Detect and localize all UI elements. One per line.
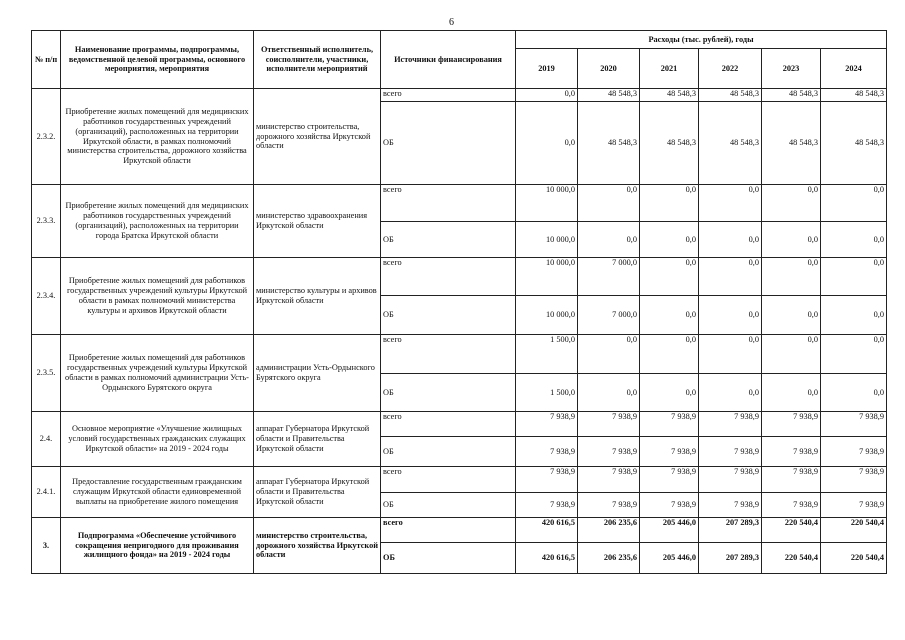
row-value: 0,0 [640, 185, 699, 222]
header-source: Источники финансирования [381, 31, 516, 89]
row-source: ОБ [381, 374, 516, 412]
row-value: 220 540,4 [762, 543, 821, 574]
row-value: 7 938,9 [516, 412, 578, 437]
table-row [32, 335, 887, 374]
row-value: 0,0 [578, 374, 640, 412]
row-source: ОБ [381, 543, 516, 574]
row-value: 7 000,0 [578, 258, 640, 296]
row-value: 220 540,4 [821, 543, 887, 574]
row-number: 2.3.3. [32, 185, 61, 258]
table-row [32, 185, 887, 222]
row-value: 0,0 [762, 296, 821, 335]
table-header [32, 31, 887, 89]
row-value: 0,0 [640, 258, 699, 296]
row-value: 48 548,3 [640, 102, 699, 185]
table-row [32, 467, 887, 493]
row-source: ОБ [381, 493, 516, 518]
row-executor: министерство культуры и архивов Иркутской области [254, 258, 381, 335]
header-year: 2023 [762, 49, 821, 89]
row-value: 0,0 [578, 185, 640, 222]
row-value: 7 938,9 [578, 437, 640, 467]
row-value: 1 500,0 [516, 374, 578, 412]
row-value: 205 446,0 [640, 543, 699, 574]
row-source: ОБ [381, 296, 516, 335]
row-value: 207 289,3 [699, 518, 762, 543]
row-name: Приобретение жилых помещений для медицинских работников государственных учреждений (организаций), расположенных на территории Иркутской области, в рамках полномочий министерства строительства, дорожного хозяйства Иркутской области [61, 89, 254, 185]
row-value: 0,0 [762, 185, 821, 222]
row-value: 7 938,9 [821, 493, 887, 518]
row-value: 7 938,9 [516, 437, 578, 467]
row-number: 2.3.5. [32, 335, 61, 412]
row-value: 48 548,3 [578, 89, 640, 102]
row-value: 7 938,9 [821, 412, 887, 437]
row-executor: министерство строительства, дорожного хозяйства Иркутской области [254, 518, 381, 574]
table-body [32, 89, 887, 574]
row-value: 206 235,6 [578, 518, 640, 543]
row-value: 0,0 [640, 296, 699, 335]
row-name: Основное мероприятие «Улучшение жилищных условий государственных гражданских служащих Иркутской области» на 2019 - 2024 годы [61, 412, 254, 467]
row-value: 7 938,9 [640, 467, 699, 493]
row-value: 0,0 [821, 335, 887, 374]
row-value: 0,0 [762, 335, 821, 374]
row-value: 206 235,6 [578, 543, 640, 574]
row-value: 0,0 [640, 374, 699, 412]
row-value: 7 938,9 [699, 493, 762, 518]
row-executor: администрации Усть-Ордынского Бурятского округа [254, 335, 381, 412]
header-number: № п/п [32, 31, 61, 89]
row-number: 2.3.2. [32, 89, 61, 185]
row-name: Приобретение жилых помещений для работников государственных учреждений культуры Иркутской области в рамках полномочий министерства культуры и архивов Иркутской области [61, 258, 254, 335]
row-number: 2.4. [32, 412, 61, 467]
row-value: 48 548,3 [821, 89, 887, 102]
row-value: 7 938,9 [516, 493, 578, 518]
row-value: 0,0 [699, 185, 762, 222]
row-source: всего [381, 185, 516, 222]
row-value: 0,0 [762, 258, 821, 296]
row-source: всего [381, 89, 516, 102]
header-year: 2022 [699, 49, 762, 89]
row-value: 0,0 [699, 296, 762, 335]
row-value: 0,0 [699, 374, 762, 412]
row-value: 7 938,9 [821, 437, 887, 467]
row-value: 0,0 [699, 222, 762, 258]
row-value: 7 938,9 [699, 467, 762, 493]
row-value: 0,0 [821, 222, 887, 258]
row-executor: аппарат Губернатора Иркутской области и Правительства Иркутской области [254, 467, 381, 518]
row-value: 207 289,3 [699, 543, 762, 574]
row-source: ОБ [381, 222, 516, 258]
row-value: 0,0 [699, 258, 762, 296]
row-value: 420 616,5 [516, 543, 578, 574]
row-value: 205 446,0 [640, 518, 699, 543]
row-value: 7 938,9 [821, 467, 887, 493]
row-value: 0,0 [762, 374, 821, 412]
row-number: 2.4.1. [32, 467, 61, 518]
header-name: Наименование программы, подпрограммы, ведомственной целевой программы, основного мероприятия, мероприятия [61, 31, 254, 89]
table-row [32, 518, 887, 543]
header-year: 2024 [821, 49, 887, 89]
header-year: 2019 [516, 49, 578, 89]
row-number: 2.3.4. [32, 258, 61, 335]
row-value: 7 938,9 [578, 493, 640, 518]
row-executor: министерство строительства, дорожного хозяйства Иркутской области [254, 89, 381, 185]
row-value: 10 000,0 [516, 296, 578, 335]
row-value: 0,0 [640, 222, 699, 258]
row-value: 7 938,9 [762, 437, 821, 467]
row-value: 7 938,9 [640, 493, 699, 518]
row-value: 7 938,9 [762, 467, 821, 493]
table-row [32, 258, 887, 296]
row-source: всего [381, 258, 516, 296]
row-value: 7 938,9 [699, 437, 762, 467]
row-value: 7 000,0 [578, 296, 640, 335]
row-value: 7 938,9 [762, 493, 821, 518]
row-value: 0,0 [640, 335, 699, 374]
header-year: 2021 [640, 49, 699, 89]
header-executor: Ответственный исполнитель, соисполнители, участники, исполнители мероприятий [254, 31, 381, 89]
row-executor: аппарат Губернатора Иркутской области и Правительства Иркутской области [254, 412, 381, 467]
row-name: Предоставление государственным гражданским служащим Иркутской области единовременной выплаты на приобретение жилого помещения [61, 467, 254, 518]
row-name: Подпрограмма «Обеспечение устойчивого сокращения непригодного для проживания жилищного фонда» на 2019 - 2024 годы [61, 518, 254, 574]
row-source: всего [381, 518, 516, 543]
row-value: 0,0 [821, 185, 887, 222]
row-source: всего [381, 335, 516, 374]
row-value: 48 548,3 [640, 89, 699, 102]
row-source: всего [381, 412, 516, 437]
row-value: 0,0 [578, 222, 640, 258]
budget-table [31, 30, 887, 574]
row-source: ОБ [381, 437, 516, 467]
row-value: 420 616,5 [516, 518, 578, 543]
row-source: ОБ [381, 102, 516, 185]
page-number: 6 [449, 17, 454, 28]
row-value: 0,0 [821, 296, 887, 335]
table-row [32, 89, 887, 102]
row-value: 48 548,3 [762, 102, 821, 185]
row-value: 10 000,0 [516, 258, 578, 296]
row-name: Приобретение жилых помещений для медицинских работников государственных учреждений (организаций), расположенных на территории города Братска Иркутской области [61, 185, 254, 258]
row-value: 220 540,4 [762, 518, 821, 543]
row-value: 1 500,0 [516, 335, 578, 374]
table-row [32, 412, 887, 437]
row-value: 10 000,0 [516, 185, 578, 222]
row-value: 0,0 [821, 258, 887, 296]
row-value: 0,0 [516, 89, 578, 102]
row-name: Приобретение жилых помещений для работников государственных учреждений культуры Иркутской области в рамках полномочий администрации Усть-Ордынского Бурятского округа [61, 335, 254, 412]
row-value: 10 000,0 [516, 222, 578, 258]
row-value: 220 540,4 [821, 518, 887, 543]
row-value: 48 548,3 [821, 102, 887, 185]
header-expenses: Расходы (тыс. рублей), годы [516, 31, 887, 49]
row-value: 48 548,3 [699, 89, 762, 102]
row-source: всего [381, 467, 516, 493]
row-value: 7 938,9 [578, 467, 640, 493]
row-value: 7 938,9 [762, 412, 821, 437]
row-value: 7 938,9 [640, 412, 699, 437]
row-value: 0,0 [762, 222, 821, 258]
row-value: 0,0 [821, 374, 887, 412]
row-value: 48 548,3 [762, 89, 821, 102]
row-value: 7 938,9 [699, 412, 762, 437]
row-executor: министерство здравоохранения Иркутской области [254, 185, 381, 258]
row-value: 48 548,3 [578, 102, 640, 185]
row-number: 3. [32, 518, 61, 574]
row-value: 7 938,9 [640, 437, 699, 467]
row-value: 48 548,3 [699, 102, 762, 185]
row-value: 0,0 [699, 335, 762, 374]
row-value: 7 938,9 [578, 412, 640, 437]
row-value: 0,0 [578, 335, 640, 374]
row-value: 0,0 [516, 102, 578, 185]
row-value: 7 938,9 [516, 467, 578, 493]
header-year: 2020 [578, 49, 640, 89]
